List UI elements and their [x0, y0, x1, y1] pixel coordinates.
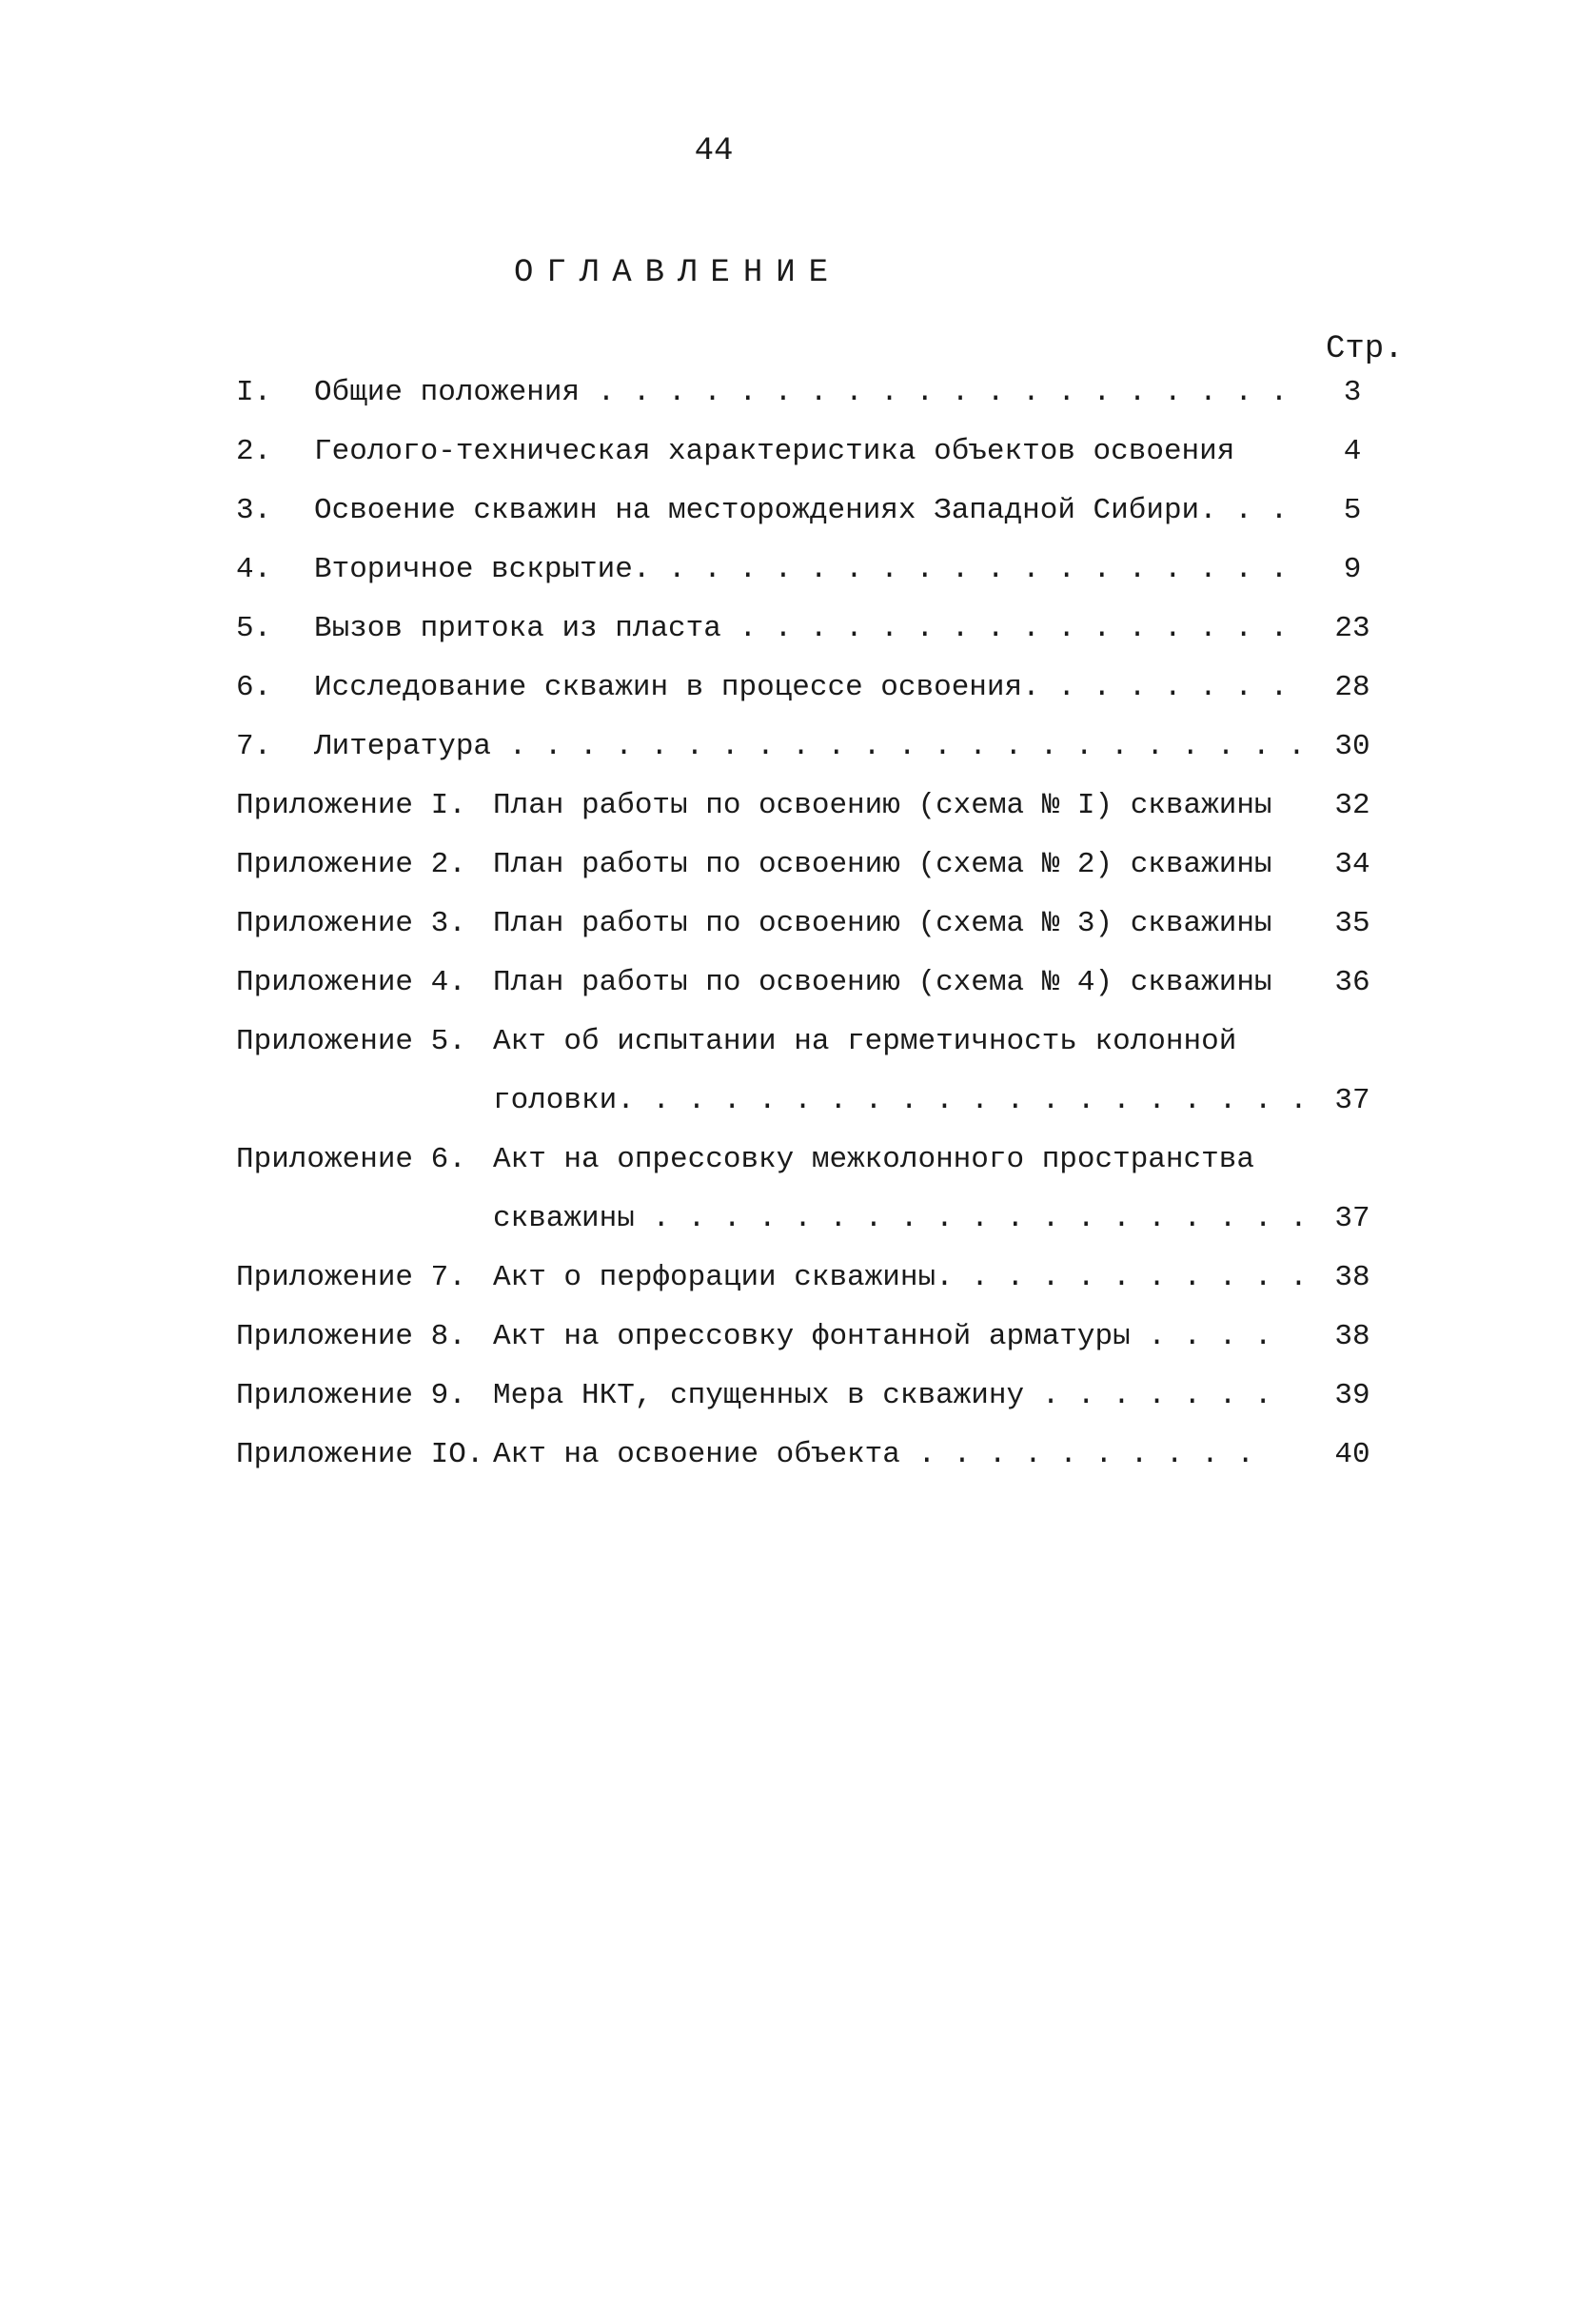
toc-entry-page: 36 [1334, 966, 1370, 999]
toc-entry-page: 4 [1343, 435, 1362, 468]
toc-entry-text: Общие положения . . . . . . . . . . . . . . . . . . . . [314, 376, 1289, 409]
toc-entry-number: Приложение 4. [236, 966, 466, 999]
toc-title: ОГЛАВЛЕНИЕ [514, 255, 842, 291]
toc-entry-page: 34 [1334, 848, 1370, 881]
page-number: 44 [694, 133, 734, 169]
toc-entry-text: Акт на опрессовку межколонного пространства [493, 1143, 1254, 1176]
toc-entry-2[interactable] [236, 435, 1378, 477]
toc-entry-number: 5. [236, 612, 272, 645]
toc-entry-number: Приложение 5. [236, 1025, 466, 1058]
toc-entry-appendix-9[interactable] [236, 1379, 1378, 1421]
toc-entry-text: Акт об испытании на герметичность колонной [493, 1025, 1237, 1058]
page-column-header: Стр. [1326, 331, 1404, 367]
toc-entry-appendix-1[interactable] [236, 789, 1378, 831]
toc-entry-appendix-4[interactable] [236, 966, 1378, 1008]
toc-entry-appendix-5-cont[interactable] [236, 1084, 1378, 1126]
toc-entry-number: Приложение 3. [236, 907, 466, 940]
toc-entry-text: План работы по освоению (схема № 2) скважины [493, 848, 1272, 881]
toc-entry-page: 39 [1334, 1379, 1370, 1412]
toc-entry-page: 30 [1334, 730, 1370, 763]
toc-entry-page: 32 [1334, 789, 1370, 822]
toc-entry-number: 7. [236, 730, 272, 763]
toc-entry-page: 38 [1334, 1320, 1370, 1353]
toc-entry-text: Акт о перфорации скважины. . . . . . . . . . . [493, 1261, 1308, 1294]
toc-entry-appendix-5[interactable] [236, 1025, 1378, 1067]
toc-entry-number: Приложение I. [236, 789, 466, 822]
toc-entry-page: 5 [1343, 494, 1362, 527]
toc-entry-page: 35 [1334, 907, 1370, 940]
toc-entry-number: Приложение IO. [236, 1438, 484, 1471]
toc-entry-text: Вызов притока из пласта . . . . . . . . . . . . . . . . [314, 612, 1289, 645]
toc-entry-number: Приложение 9. [236, 1379, 466, 1412]
toc-entry-page: 3 [1343, 376, 1362, 409]
toc-entry-text: головки. . . . . . . . . . . . . . . . . . . . [493, 1084, 1308, 1117]
toc-entry-1[interactable] [236, 376, 1378, 418]
toc-entry-text: Акт на освоение объекта . . . . . . . . . . [493, 1438, 1254, 1471]
toc-entry-page: 40 [1334, 1438, 1370, 1471]
toc-entry-appendix-2[interactable] [236, 848, 1378, 890]
toc-entry-page: 37 [1334, 1202, 1370, 1235]
toc-entry-appendix-6-cont[interactable] [236, 1202, 1378, 1244]
toc-entry-page: 23 [1334, 612, 1370, 645]
toc-entry-text: Литература . . . . . . . . . . . . . . . . . . . . . . . [314, 730, 1306, 763]
toc-entry-page: 28 [1334, 671, 1370, 704]
toc-entry-text: Исследование скважин в процессе освоения. . . . . . . . [314, 671, 1289, 704]
toc-entry-text: Геолого-техническая характеристика объектов освоения [314, 435, 1235, 468]
toc-entry-number: Приложение 2. [236, 848, 466, 881]
toc-entry-7[interactable] [236, 730, 1378, 772]
toc-entry-text: План работы по освоению (схема № 3) скважины [493, 907, 1272, 940]
toc-entry-number: Приложение 6. [236, 1143, 466, 1176]
toc-entry-text: Вторичное вскрытие. . . . . . . . . . . . . . . . . . . [314, 553, 1289, 586]
toc-entry-appendix-3[interactable] [236, 907, 1378, 949]
toc-entry-4[interactable] [236, 553, 1378, 595]
toc-entry-number: 2. [236, 435, 272, 468]
toc-entry-3[interactable] [236, 494, 1378, 536]
toc-entry-page: 37 [1334, 1084, 1370, 1117]
toc-entry-number: Приложение 7. [236, 1261, 466, 1294]
toc-entry-number: 3. [236, 494, 272, 527]
toc-entry-text: План работы по освоению (схема № I) скважины [493, 789, 1272, 822]
toc-entry-appendix-10[interactable] [236, 1438, 1378, 1480]
toc-entry-page: 9 [1343, 553, 1362, 586]
toc-entry-5[interactable] [236, 612, 1378, 654]
toc-entry-text: Освоение скважин на месторождениях Западной Сибири. . . [314, 494, 1289, 527]
toc-entry-page: 38 [1334, 1261, 1370, 1294]
toc-entry-appendix-7[interactable] [236, 1261, 1378, 1303]
toc-entry-number: I. [236, 376, 272, 409]
toc-entry-text: План работы по освоению (схема № 4) скважины [493, 966, 1272, 999]
toc-entry-number: Приложение 8. [236, 1320, 466, 1353]
toc-entry-number: 6. [236, 671, 272, 704]
toc-entry-appendix-6[interactable] [236, 1143, 1378, 1185]
toc-entry-appendix-8[interactable] [236, 1320, 1378, 1362]
toc-entry-text: скважины . . . . . . . . . . . . . . . . . . . [493, 1202, 1308, 1235]
toc-entry-text: Мера НКТ, спущенных в скважину . . . . . . . [493, 1379, 1272, 1412]
toc-entry-text: Акт на опрессовку фонтанной арматуры . . . . [493, 1320, 1272, 1353]
toc-entry-number: 4. [236, 553, 272, 586]
toc-entry-6[interactable] [236, 671, 1378, 713]
